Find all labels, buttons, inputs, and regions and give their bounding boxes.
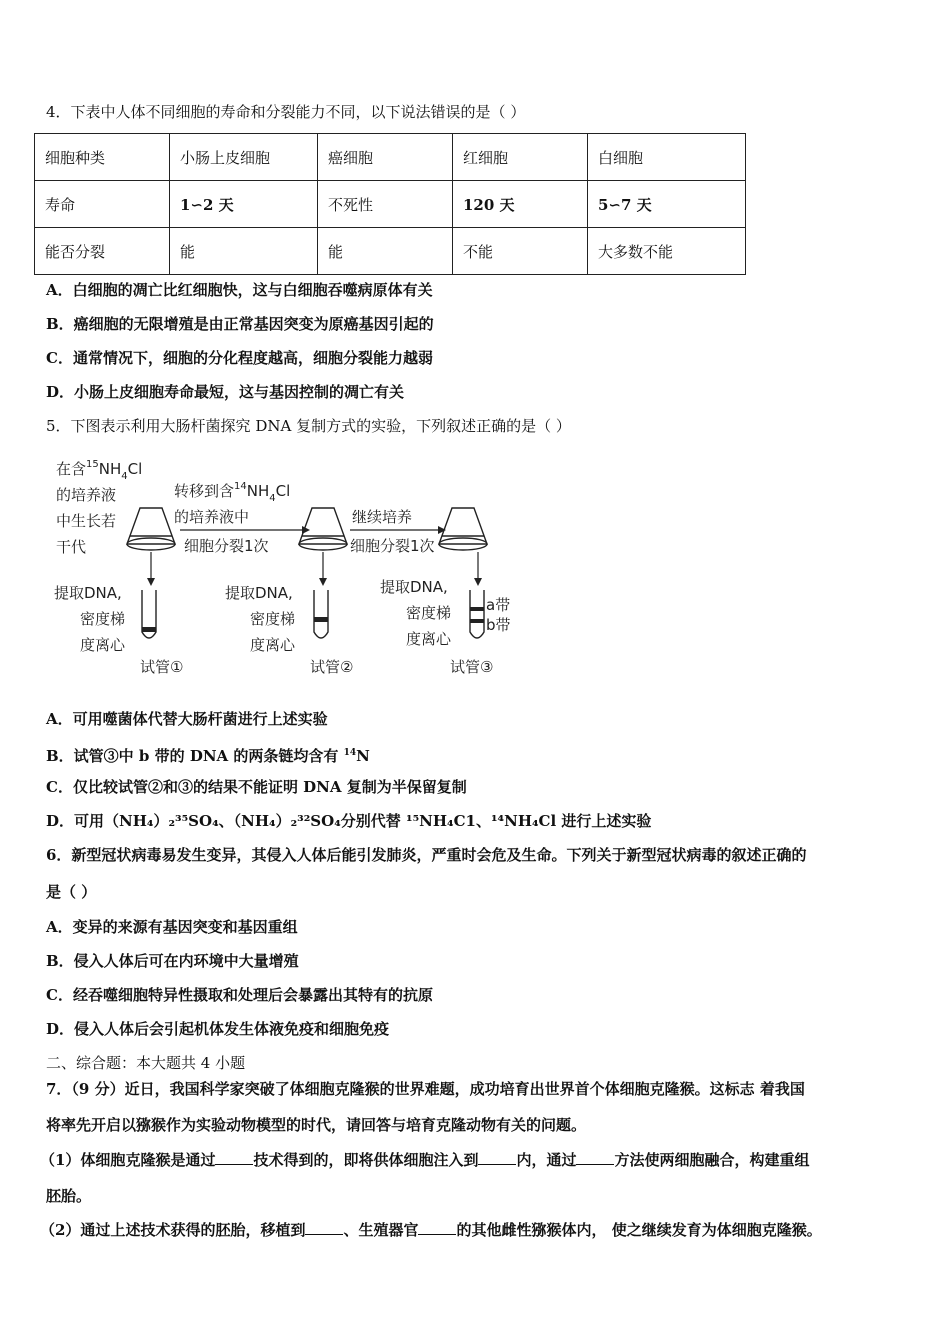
divide-label-1: 细胞分裂1次: [184, 537, 269, 555]
q6-option-c: C．经吞噬细胞特异性摄取和处理后会暴露出其特有的抗原: [46, 986, 433, 1004]
arrowhead-icon: [147, 578, 155, 586]
q5-option-a: A．可用噬菌体代替大肠杆菌进行上述实验: [46, 710, 328, 728]
band-a-label: a带: [486, 596, 511, 614]
table-cell: 1∽2 天: [170, 181, 318, 228]
extract-label: 度离心: [406, 630, 452, 648]
q4-option-b: B．癌细胞的无限增殖是由正常基因突变为原癌基因引起的: [46, 315, 434, 333]
transfer-label-1: 转移到含$^{14}NH_4Cl$: [174, 481, 291, 504]
arrowhead-icon: [474, 578, 482, 586]
arrowhead-icon: [319, 578, 327, 586]
q5-stem: 5．下图表示利用大肠杆菌探究 DNA 复制方式的实验，下列叙述正确的是（ ）: [46, 417, 571, 435]
extract-label: 密度梯: [406, 604, 452, 622]
dna-replication-diagram: [40, 450, 540, 690]
tube-label-3: 试管③: [450, 658, 494, 676]
answer-blank[interactable]: [305, 1220, 343, 1235]
tube-label-2: 试管②: [310, 658, 354, 676]
start-label-2: 的培养液: [56, 486, 117, 504]
table-cell: 能: [318, 228, 453, 275]
q4-option-c: C．通常情况下，细胞的分化程度越高，细胞分裂能力越弱: [46, 349, 433, 367]
extract-label: 度离心: [250, 636, 296, 654]
divide-label-2: 细胞分裂1次: [350, 537, 435, 555]
q6-option-a: A．变异的来源有基因突变和基因重组: [46, 918, 298, 936]
table-cell: 不能: [453, 228, 588, 275]
table-cell: 5∽7 天: [588, 181, 746, 228]
test-tube-icon: [314, 590, 328, 638]
section-title: 二、综合题：本大题共 4 小题: [46, 1054, 246, 1072]
q6-option-d: D．侵入人体后会引起机体发生体液免疫和细胞免疫: [46, 1020, 390, 1038]
q5-option-d: D．可用（NH₄）₂³⁵SO₄、（NH₄）₂³²SO₄分别代替 ¹⁵NH₄C1、¹⁴NH₄Cl 进行上述实验: [46, 812, 652, 830]
q5-option-c: C．仅比较试管②和③的结果不能证明 DNA 复制为半保留复制: [46, 778, 467, 796]
answer-blank[interactable]: [478, 1150, 516, 1165]
answer-blank[interactable]: [418, 1220, 456, 1235]
table-cell: 120 天: [453, 181, 588, 228]
answer-blank[interactable]: [215, 1150, 253, 1165]
extract-label: 提取DNA,: [54, 584, 122, 602]
table-row: [35, 181, 746, 228]
extract-label: 度离心: [80, 636, 126, 654]
q4-option-a: A．白细胞的凋亡比红细胞快，这与白细胞吞噬病原体有关: [46, 281, 433, 299]
start-label-3: 中生长若: [56, 512, 117, 530]
table-row: [35, 228, 746, 275]
flask-icon: [127, 508, 175, 550]
start-label-4: 干代: [56, 538, 87, 556]
table-cell: 红细胞: [453, 134, 588, 181]
test-tube-icon: [142, 590, 156, 638]
q5-option-b: B．试管③中 b 带的 DNA 的两条链均含有 $^{14}$N: [46, 747, 370, 765]
q7-part2: （2）通过上述技术获得的胚胎，移植到 、生殖器官 的其他雌性猕猴体内， 使之继续发育为体细胞克隆猴。: [40, 1221, 822, 1239]
q6-stem-line1: 6．新型冠状病毒易发生变异，其侵入人体后能引发肺炎，严重时会危及生命。下列关于新型冠状病毒的叙述正确的: [46, 846, 807, 864]
test-tube-icon: [470, 590, 484, 638]
extract-label: 密度梯: [250, 610, 296, 628]
start-label-1: 在含$^{15}NH_4Cl$: [56, 459, 143, 482]
extract-label: 提取DNA,: [380, 578, 448, 596]
table-cell: 大多数不能: [588, 228, 746, 275]
table-cell: 能: [170, 228, 318, 275]
table-cell: 寿命: [35, 181, 170, 228]
transfer-label-2: 的培养液中: [174, 508, 250, 526]
table-cell: 白细胞: [588, 134, 746, 181]
q7-line2: 将率先开启以猕猴作为实验动物模型的时代，请回答与培育克隆动物有关的问题。: [46, 1116, 587, 1134]
answer-blank[interactable]: [576, 1150, 614, 1165]
table-cell: 不死性: [318, 181, 453, 228]
tube-label-1: 试管①: [140, 658, 184, 676]
cell-lifespan-table: [34, 133, 746, 275]
continue-label: 继续培养: [352, 508, 413, 526]
q7-part1: （1）体细胞克隆猴是通过 技术得到的，即将供体细胞注入到 内，通过 方法使两细胞融合，构建重组: [40, 1151, 810, 1169]
table-cell: 癌细胞: [318, 134, 453, 181]
table-cell: 细胞种类: [35, 134, 170, 181]
table-cell: 能否分裂: [35, 228, 170, 275]
table-header-row: [35, 134, 746, 181]
q6-option-b: B．侵入人体后可在内环境中大量增殖: [46, 952, 299, 970]
extract-label: 提取DNA,: [225, 584, 293, 602]
q4-stem: 4．下表中人体不同细胞的寿命和分裂能力不同，以下说法错误的是（ ）: [46, 103, 526, 121]
q7-line1: 7．（9 分）近日，我国科学家突破了体细胞克隆猴的世界难题，成功培育出世界首个体细胞克隆猴。这标志 着我国: [46, 1080, 805, 1098]
q6-stem-line2: 是（ ）: [46, 883, 97, 901]
band-b-label: b带: [486, 616, 511, 634]
q4-option-d: D．小肠上皮细胞寿命最短，这与基因控制的凋亡有关: [46, 383, 405, 401]
extract-label: 密度梯: [80, 610, 126, 628]
table-cell: 小肠上皮细胞: [170, 134, 318, 181]
flask-icon: [439, 508, 487, 550]
q7-part1-line2: 胚胎。: [46, 1187, 92, 1205]
